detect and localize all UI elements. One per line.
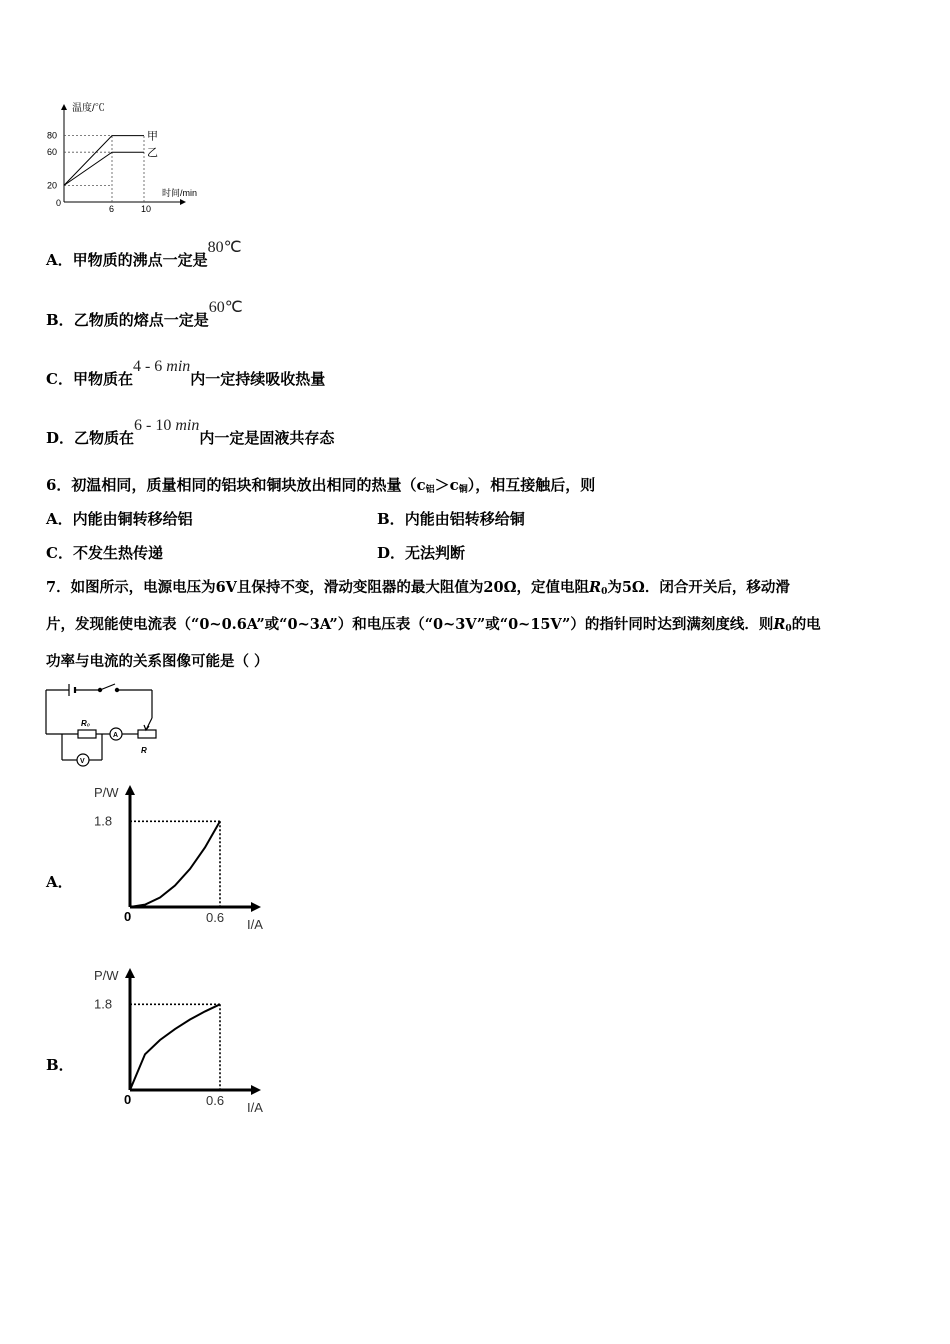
- voltmeter-label: V: [80, 758, 85, 765]
- y-tick-label: 60: [47, 147, 58, 158]
- origin-label: 0: [124, 909, 132, 924]
- q7-option-a-label[interactable]: A．: [46, 873, 73, 891]
- q6-stem: 6．初温相同，质量相同的铝块和铜块放出相同的热量$(c_铝>c_铜)$，相互接触后，则: [46, 476, 596, 495]
- series-label: 甲: [147, 130, 158, 143]
- y-axis-arrow: [125, 785, 135, 795]
- q5-option-d[interactable]: [46, 417, 335, 448]
- option-text: 甲物质的沸点一定是: [72, 251, 208, 269]
- x-tick-label: 10: [141, 204, 152, 214]
- option-math: 6 - 10 min: [134, 417, 200, 434]
- q7-option-b-graph: [80, 968, 275, 1120]
- y-tick-label: 80: [47, 130, 58, 141]
- q5-option-b[interactable]: [46, 299, 243, 330]
- rheostat-r: [138, 730, 156, 738]
- option-text: 乙物质的熔点一定是: [73, 311, 209, 329]
- r0-label: R₀: [81, 719, 90, 728]
- y-axis-label: P/W: [94, 968, 119, 983]
- y-axis-label: P/W: [94, 785, 119, 800]
- q7-line-2: 片，发现能使电流表（“0~0.6A”或“0~3A”）和电压表（“0~3V”或“0~15V”）的指针同时达到满刻度线．则$R_0$的电: [46, 616, 821, 634]
- q6-option-c[interactable]: C．不发生热传递: [46, 544, 163, 562]
- origin-label: 0: [124, 1092, 132, 1107]
- switch-blade: [100, 684, 115, 690]
- series-label: 乙: [147, 147, 158, 160]
- option-math: 80℃: [207, 239, 242, 256]
- y-axis-arrow: [61, 104, 67, 110]
- ammeter-label: A: [113, 732, 119, 739]
- x-axis-label: I/A: [247, 917, 263, 932]
- y-axis-arrow: [125, 968, 135, 978]
- q7-line-3: 功率与电流的关系图像可能是（ ）: [46, 653, 269, 670]
- option-text: 乙物质在: [74, 429, 135, 447]
- q5-option-a[interactable]: [46, 239, 242, 270]
- resistor-r0: [78, 730, 96, 738]
- x-tick-label: 6: [109, 204, 115, 214]
- q6-option-d[interactable]: D．无法判断: [377, 544, 466, 562]
- q7-option-b-label[interactable]: B．: [46, 1056, 74, 1074]
- q7-option-a-graph: [90, 785, 275, 935]
- series-line-yi: [64, 152, 144, 185]
- power-curve: [130, 821, 220, 907]
- q5-option-c[interactable]: [46, 358, 326, 389]
- x-tick-label: 0.6: [206, 910, 225, 925]
- q7-line-1: 7．如图所示，电源电压为6V且保持不变，滑动变阻器的最大阻值为20Ω，定值电阻$R_0$为5Ω．闭合开关后，移动滑: [46, 579, 790, 597]
- circuit-diagram: [40, 680, 165, 772]
- option-text: 甲物质在: [72, 370, 133, 388]
- origin-label: 0: [56, 198, 62, 208]
- option-letter: D．: [46, 429, 75, 447]
- option-letter: B．: [46, 311, 74, 329]
- x-axis-arrow: [251, 902, 261, 912]
- option-a-graph-marks: [94, 785, 263, 932]
- q6-option-b[interactable]: B．内能由铝转移给铜: [377, 510, 525, 528]
- r-label: R: [141, 746, 147, 755]
- option-b-graph-marks: [94, 968, 263, 1115]
- y-tick-label: 1.8: [94, 996, 113, 1012]
- y-axis-label: 温度/℃: [72, 103, 105, 114]
- option-letter: A．: [46, 251, 73, 269]
- x-axis-label: I/A: [247, 1100, 263, 1115]
- option-letter: C．: [46, 370, 73, 388]
- x-axis-arrow: [251, 1085, 261, 1095]
- x-axis-label: 时间/min: [162, 188, 198, 198]
- temperature-time-graph: [40, 98, 225, 216]
- y-tick-label: 1.8: [94, 813, 113, 829]
- x-tick-label: 0.6: [206, 1093, 225, 1108]
- series-line-jia: [64, 136, 144, 186]
- option-text-after: 内一定是固液共存态: [199, 429, 335, 447]
- power-curve: [130, 1004, 220, 1090]
- y-tick-label: 20: [47, 180, 58, 191]
- q6-option-a[interactable]: A．内能由铜转移给铝: [46, 510, 193, 528]
- x-axis-arrow: [180, 199, 186, 205]
- option-math: 60℃: [208, 299, 243, 316]
- temperature-graph-marks: [47, 101, 197, 214]
- option-math: 4 - 6 min: [132, 358, 191, 375]
- option-text-after: 内一定持续吸收热量: [190, 370, 326, 388]
